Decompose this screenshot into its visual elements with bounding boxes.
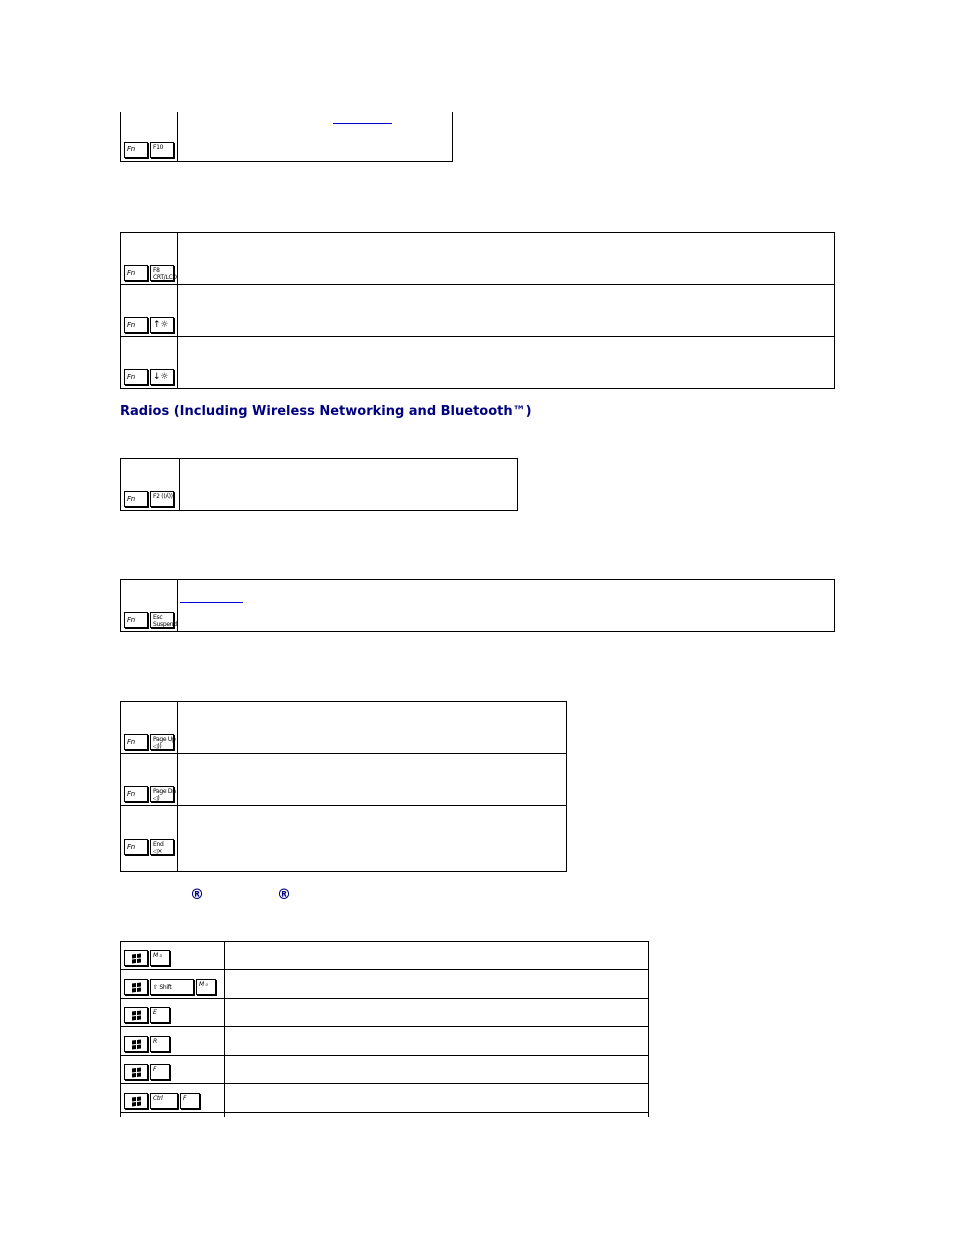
key-combo-cell [121, 1027, 225, 1056]
fn-key-icon: Fn [124, 734, 148, 750]
description-cell [178, 285, 835, 337]
key-combo-cell [121, 999, 225, 1027]
key-combo-cell [121, 806, 178, 872]
m-key-icon: M ₃ [150, 950, 170, 966]
f-key-icon: F [180, 1093, 200, 1109]
key-combo-cell [121, 1113, 225, 1117]
description-cell [225, 970, 649, 999]
brightness-up-key-icon: ↑☼ [150, 317, 174, 333]
description-cell [178, 806, 567, 872]
registered-mark: ® [277, 887, 291, 903]
key-combo-cell [121, 580, 178, 632]
windows-key-icon [124, 1007, 148, 1023]
brightness-down-key-icon: ↓☼ [150, 369, 174, 385]
description-cell [178, 337, 835, 389]
m-key-icon: M ₀ [196, 979, 216, 995]
volume-keys-table [120, 701, 567, 872]
windows-key-icon [124, 1093, 148, 1109]
f-key-icon: F [150, 1064, 170, 1080]
key-combo-cell [121, 970, 225, 999]
display-keys-table [120, 232, 835, 389]
fn-key-icon: Fn [124, 612, 148, 628]
key-combo-cell [121, 285, 178, 337]
description-cell [225, 1056, 649, 1084]
windows-keys-table [120, 941, 649, 1117]
description-cell [225, 999, 649, 1027]
description-cell [180, 459, 518, 511]
windows-key-icon [124, 1036, 148, 1052]
fn-key-icon: Fn [124, 142, 148, 158]
fn-key-icon: Fn [124, 786, 148, 802]
hyperlink-underline[interactable] [180, 602, 243, 603]
description-cell [178, 580, 835, 632]
crt-lcd-key-icon: F8 CRT/LCD [150, 265, 174, 281]
e-key-icon: E [150, 1007, 170, 1023]
hyperlink-underline[interactable] [333, 123, 392, 124]
volume-up-key-icon: Page Up ◁)) [150, 734, 174, 750]
description-cell [178, 233, 835, 285]
shift-key-icon: ⇧ Shift [150, 979, 194, 995]
fn-key-icon: Fn [124, 265, 148, 281]
description-cell [178, 702, 567, 754]
description-cell [178, 112, 453, 161]
key-combo-cell [121, 1056, 225, 1084]
fn-key-icon: Fn [124, 491, 148, 507]
radios-heading: Radios (Including Wireless Networking and Bluetooth™) [120, 404, 532, 419]
key-combo-cell [121, 1084, 225, 1113]
fn-key-icon: Fn [124, 839, 148, 855]
windows-key-icon [124, 979, 148, 995]
description-cell [178, 754, 567, 806]
ctrl-key-icon: Ctrl [150, 1093, 178, 1109]
key-combo-cell [121, 754, 178, 806]
fn-key-icon: Fn [124, 317, 148, 333]
wireless-key-icon: F2 ((ʎ)) [150, 491, 174, 507]
key-combo-cell [121, 942, 225, 970]
top-partial-table [120, 112, 453, 162]
key-combo-cell [121, 702, 178, 754]
description-cell [225, 1113, 649, 1117]
description-cell [225, 1084, 649, 1113]
windows-key-icon [124, 1064, 148, 1080]
key-combo-cell [121, 459, 180, 511]
registered-mark: ® [190, 887, 204, 903]
key-combo-cell [121, 337, 178, 389]
eject-icon: F10 [150, 142, 174, 158]
power-keys-table [120, 579, 835, 632]
fn-key-icon: Fn [124, 369, 148, 385]
mute-key-icon: End ◁✕ [150, 839, 174, 855]
r-key-icon: R [150, 1036, 170, 1052]
key-combo-cell [121, 233, 178, 285]
suspend-key-icon: Esc Suspend [150, 612, 174, 628]
description-cell [225, 1027, 649, 1056]
radios-keys-table [120, 458, 518, 511]
windows-key-icon [124, 950, 148, 966]
description-cell [225, 942, 649, 970]
volume-down-key-icon: Page Dn ◁) [150, 786, 174, 802]
key-combo-cell [121, 112, 178, 161]
